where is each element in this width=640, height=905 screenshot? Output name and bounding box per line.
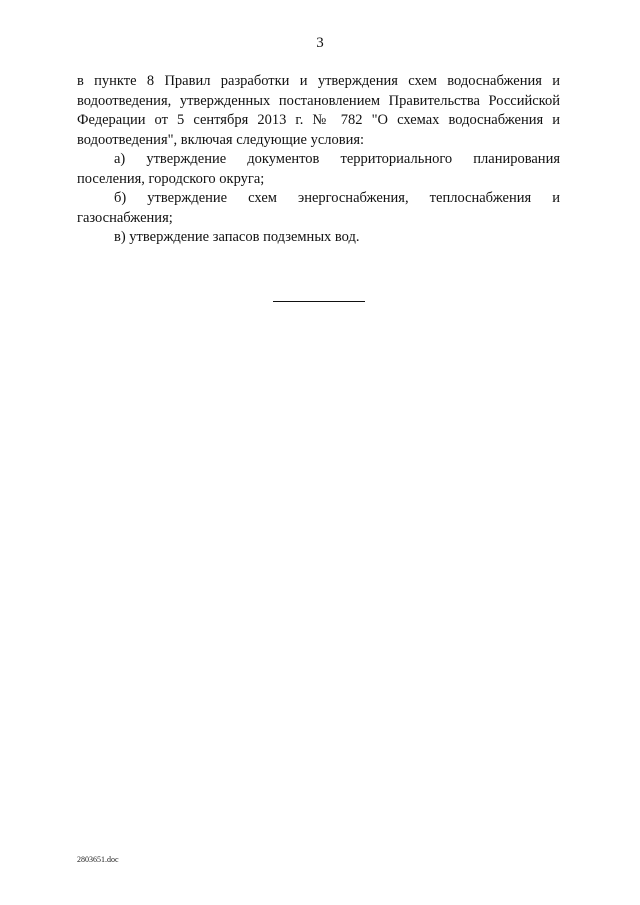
document-file-code: 2803651.doc: [77, 855, 119, 864]
list-item-b: б) утверждение схем энергоснабжения, теплоснабжения и газоснабжения;: [77, 190, 560, 226]
list-item-c: в) утверждение запасов подземных вод.: [114, 229, 360, 245]
intro-paragraph: в пункте 8 Правил разработки и утверждения схем водоснабжения и водоотведения, утвержденных постановлением Правительства Российской Федерации от 5 сентября 2013 г. № 782 "О схемах водоснабжения и водоотведения", включая следующие условия:: [77, 73, 560, 148]
page-number: 3: [316, 35, 324, 51]
end-separator-line: [273, 301, 365, 302]
list-item-a: а) утверждение документов территориального планирования поселения, городского округа;: [77, 151, 560, 187]
document-body: [77, 72, 560, 248]
